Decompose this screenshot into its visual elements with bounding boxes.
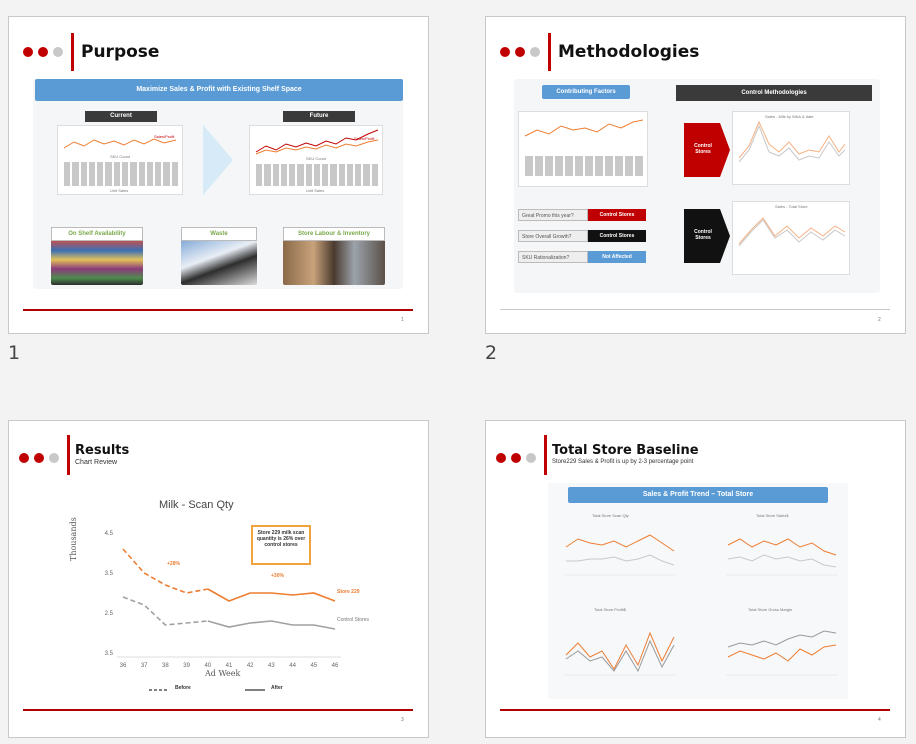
slide-thumbnail-3[interactable] xyxy=(8,420,429,738)
slide-number-label: 2 xyxy=(485,342,498,364)
slide-thumbnail-4[interactable] xyxy=(485,420,906,738)
waste-photo xyxy=(181,239,257,285)
chart-title: Milk - Scan Qty xyxy=(159,499,234,511)
title-accent-bar xyxy=(71,33,74,71)
slide-number-label: 1 xyxy=(8,342,21,364)
chart-title: Sales - Total Store xyxy=(775,204,808,209)
gray-dot-icon xyxy=(530,47,540,57)
chart-annotation: +28% xyxy=(167,561,180,567)
series-label-control: Control Stores xyxy=(337,617,369,623)
y-tick-label: 2.5 xyxy=(104,611,113,617)
red-dot-icon xyxy=(23,47,33,57)
sku-bars xyxy=(256,164,378,186)
factor-row xyxy=(518,209,648,221)
results-chart xyxy=(69,497,389,697)
current-label: Current xyxy=(85,111,157,122)
series-label-store: Store 229 xyxy=(337,589,360,595)
y-tick-label: 4.5 xyxy=(104,531,113,537)
gray-dot-icon xyxy=(53,47,63,57)
current-chart xyxy=(57,125,183,195)
mini-chart-profit xyxy=(556,607,680,683)
slide-thumbnail-1[interactable] xyxy=(8,16,429,334)
factor-row xyxy=(518,230,648,242)
factors-chart xyxy=(518,111,648,187)
red-dot-icon xyxy=(34,453,44,463)
factor-question: Great Promo this year? xyxy=(518,209,588,221)
page-number: 4 xyxy=(878,717,881,723)
arrow-right-icon xyxy=(203,125,233,195)
trend-banner: Sales & Profit Trend – Total Store xyxy=(568,487,828,503)
y-axis-label: Thousands xyxy=(69,517,78,561)
page-number: 1 xyxy=(401,317,404,323)
factor-question: SKU Rationalization? xyxy=(518,251,588,263)
footer-line xyxy=(500,309,890,310)
store-labour-photo xyxy=(283,239,385,285)
legend-after: After xyxy=(271,685,283,691)
gray-dot-icon xyxy=(526,453,536,463)
future-chart xyxy=(249,125,383,195)
control-chart-2-lines xyxy=(733,202,849,272)
title-accent-bar xyxy=(548,33,551,71)
purpose-banner: Maximize Sales & Profit with Existing Shelf Space xyxy=(35,79,403,101)
x-tick-label: 37 xyxy=(140,663,148,669)
red-dot-icon xyxy=(38,47,48,57)
page-number: 2 xyxy=(878,317,881,323)
legend-before: Before xyxy=(175,685,191,691)
slide-title: Results xyxy=(75,443,130,458)
legend-dashed-swatch xyxy=(149,687,169,693)
factor-row xyxy=(518,251,648,263)
slide-title: Methodologies xyxy=(558,42,700,62)
arrow-label: Control Stores xyxy=(694,143,712,155)
x-tick-label: 45 xyxy=(310,663,318,669)
factors-bars xyxy=(525,156,643,176)
title-accent-bar xyxy=(67,435,70,475)
control-chart-1 xyxy=(732,111,850,185)
red-dot-icon xyxy=(19,453,29,463)
bars-axis-label: Unit Sales xyxy=(306,188,325,193)
future-label: Future xyxy=(283,111,355,122)
legend-solid-swatch xyxy=(245,687,265,693)
x-tick-label: 38 xyxy=(162,663,169,669)
mini-chart-sales xyxy=(718,513,842,583)
sku-count-label: SKU Count xyxy=(110,154,131,159)
control-methodologies-header: Control Methodologies xyxy=(676,85,872,101)
chart-annotation: +30% xyxy=(271,573,284,579)
slide-title: Purpose xyxy=(81,42,160,62)
footer-line xyxy=(500,709,890,711)
arrow-label: Control Stores xyxy=(694,229,712,241)
series-line-after xyxy=(208,589,335,601)
mini-chart-lines xyxy=(718,615,842,683)
mini-chart-lines xyxy=(556,521,680,583)
red-dot-icon xyxy=(515,47,525,57)
slide-thumbnail-2[interactable] xyxy=(485,16,906,334)
y-tick-label: 3.5 xyxy=(104,571,113,577)
mini-chart-scan-qty xyxy=(556,513,680,583)
gray-dot-icon xyxy=(49,453,59,463)
milk-scan-qty-chart xyxy=(99,517,389,687)
title-accent-bar xyxy=(544,435,547,475)
x-tick-label: 40 xyxy=(204,663,212,669)
y-tick-label: 3.5 xyxy=(104,651,113,657)
sales-profit-label: Sales/Profit xyxy=(154,134,175,139)
series-line-after xyxy=(208,621,335,629)
red-dot-icon xyxy=(511,453,521,463)
picture-label-availability: On Shelf Availability xyxy=(51,227,143,241)
x-tick-label: 46 xyxy=(331,663,339,669)
x-tick-label: 44 xyxy=(289,663,296,669)
footer-line xyxy=(23,309,413,311)
series-line-before xyxy=(123,549,208,593)
x-tick-label: 42 xyxy=(246,663,254,669)
callout-box: Store 229 milk scan quantity is 26% over control stores xyxy=(251,525,311,565)
chart-title: Total Store Gross Margin xyxy=(748,607,793,612)
slide-subtitle: Chart Review xyxy=(75,459,118,466)
mini-chart-margin xyxy=(718,607,842,683)
x-axis-label: Ad Week xyxy=(205,669,241,678)
factor-question: Store Overall Growth? xyxy=(518,230,588,242)
legend xyxy=(149,685,329,695)
x-tick-label: 41 xyxy=(225,663,233,669)
control-chart-1-lines xyxy=(733,112,849,182)
factor-answer: Control Stores xyxy=(588,230,646,242)
x-tick-label: 36 xyxy=(119,663,127,669)
sku-count-label: SKU Count xyxy=(306,156,327,161)
mini-chart-lines xyxy=(556,615,680,683)
mini-chart-lines xyxy=(718,521,842,583)
chart-title: Total Store Profit$ xyxy=(594,607,626,612)
x-tick-label: 43 xyxy=(268,663,275,669)
sku-bars xyxy=(64,162,178,186)
footer-line xyxy=(23,709,413,711)
red-dot-icon xyxy=(496,453,506,463)
contributing-factors-header: Contributing Factors xyxy=(542,85,630,99)
chart-title: Sales - Milk by WAA & date xyxy=(765,114,814,119)
sales-profit-label: Sales/Profit xyxy=(354,136,375,141)
slide-title: Total Store Baseline xyxy=(552,443,699,458)
x-tick-label: 39 xyxy=(183,663,190,669)
page-number: 3 xyxy=(401,717,404,723)
picture-label-labour: Store Labour & Inventory xyxy=(283,227,385,241)
slide-subtitle: Store229 Sales & Profit is up by 2-3 percentage point xyxy=(552,459,694,465)
control-chart-2 xyxy=(732,201,850,275)
bars-axis-label: Unit Sales xyxy=(110,188,129,193)
factor-answer: Not Affected xyxy=(588,251,646,263)
picture-label-waste: Waste xyxy=(181,227,257,241)
shelf-photo xyxy=(51,239,143,285)
red-dot-icon xyxy=(500,47,510,57)
factor-answer: Control Stores xyxy=(588,209,646,221)
series-line-before xyxy=(123,597,208,625)
chart-title: Total Store Sales$ xyxy=(756,513,789,518)
chart-title: Total Store Scan Qty xyxy=(592,513,629,518)
